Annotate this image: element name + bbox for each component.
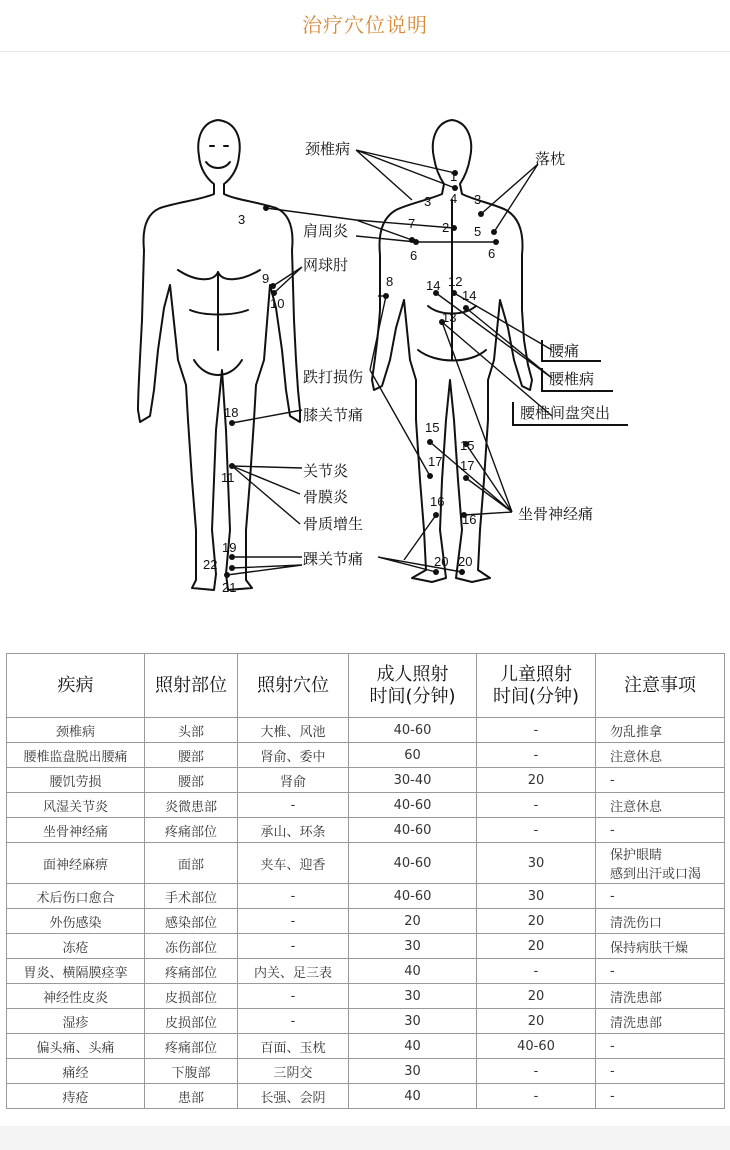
table-cell: 术后伤口愈合 (7, 884, 145, 909)
table-cell: - (596, 1084, 725, 1109)
label-bone-hyperplasia: 骨质增生 (303, 515, 364, 533)
table-cell: - (477, 718, 596, 743)
back-num-2: 2 (442, 220, 450, 235)
table-row (7, 1059, 725, 1084)
back-num-3a: 3 (424, 194, 432, 209)
table-cell: 冻疮 (7, 934, 145, 959)
table-row (7, 718, 725, 743)
table-cell: 神经性皮炎 (7, 984, 145, 1009)
table-cell: 疼痛部位 (145, 959, 238, 984)
table-row (7, 909, 725, 934)
page-footer-band (0, 1126, 730, 1150)
back-num-6a: 6 (410, 248, 418, 263)
label-shoulder: 肩周炎 (303, 222, 349, 240)
table-cell: 长强、会阴 (238, 1084, 349, 1109)
table-cell: 颈椎病 (7, 718, 145, 743)
table-cell: 皮损部位 (145, 1009, 238, 1034)
table-cell: 痔疮 (7, 1084, 145, 1109)
table-cell: 皮损部位 (145, 984, 238, 1009)
table-cell: 40-60 (477, 1034, 596, 1059)
table-cell: - (477, 1084, 596, 1109)
table-cell: 下腹部 (145, 1059, 238, 1084)
table-row (7, 984, 725, 1009)
table-row (7, 743, 725, 768)
table-cell: 头部 (145, 718, 238, 743)
table-row (7, 884, 725, 909)
front-num-19: 19 (222, 540, 237, 555)
front-body-figure (138, 120, 300, 590)
header-notes: 注意事项 (596, 654, 725, 718)
table-cell: 胃炎、横隔膜痉挛 (7, 959, 145, 984)
back-num-20b: 20 (458, 554, 473, 569)
label-sciatica: 坐骨神经痛 (518, 505, 594, 523)
table-cell: - (238, 934, 349, 959)
table-cell: 腰椎监盘脱出腰痛 (7, 743, 145, 768)
back-num-15a: 15 (425, 420, 440, 435)
table-cell: - (238, 909, 349, 934)
table-cell: - (477, 818, 596, 843)
table-cell: 风湿关节炎 (7, 793, 145, 818)
table-cell: 手术部位 (145, 884, 238, 909)
table-cell: 30 (349, 934, 477, 959)
label-box-lumbar (541, 368, 613, 392)
table-cell: 承山、环条 (238, 818, 349, 843)
label-periostitis: 骨膜炎 (303, 488, 349, 506)
table-cell: 偏头痛、头痛 (7, 1034, 145, 1059)
table-cell: - (477, 959, 596, 984)
back-num-16a: 16 (430, 494, 445, 509)
table-cell: 注意休息 (596, 743, 725, 768)
back-num-4: 4 (450, 191, 458, 206)
table-cell: 冻伤部位 (145, 934, 238, 959)
table-cell: 腰部 (145, 743, 238, 768)
front-num-9: 9 (262, 271, 270, 286)
table-cell: - (596, 1059, 725, 1084)
table-cell: 60 (349, 743, 477, 768)
table-cell: 30 (349, 984, 477, 1009)
back-num-12: 12 (448, 274, 463, 289)
table-cell: 保持病肤干燥 (596, 934, 725, 959)
table-cell: 30 (477, 843, 596, 884)
table-cell: 20 (349, 909, 477, 934)
table-cell: 大椎、风池 (238, 718, 349, 743)
body-figures-drawing (0, 60, 730, 640)
table-cell: 20 (477, 768, 596, 793)
header-disease: 疾病 (7, 654, 145, 718)
table-cell: 40-60 (349, 818, 477, 843)
table-body (7, 718, 725, 1109)
label-arthritis: 关节炎 (303, 462, 349, 480)
table-cell: 40 (349, 1034, 477, 1059)
table-cell: 痛经 (7, 1059, 145, 1084)
table-cell: 疼痛部位 (145, 818, 238, 843)
table-cell: 40-60 (349, 718, 477, 743)
table-cell: 炎微患部 (145, 793, 238, 818)
label-ankle: 踝关节痛 (303, 550, 364, 568)
table-cell: 保护眼睛 感到出汗或口渴 (596, 843, 725, 884)
back-num-13: 13 (442, 310, 457, 325)
table-row (7, 793, 725, 818)
back-num-15b: 15 (460, 438, 475, 453)
back-num-8: 8 (386, 274, 394, 289)
header-adult-time: 成人照射 时间(分钟) (349, 654, 477, 718)
table-cell: 内关、足三表 (238, 959, 349, 984)
table-cell: 20 (477, 1009, 596, 1034)
table-cell: 40-60 (349, 884, 477, 909)
header-divider (0, 51, 730, 52)
table-cell: 40-60 (349, 843, 477, 884)
label-tennis-elbow: 网球肘 (303, 256, 349, 274)
table-cell: - (596, 884, 725, 909)
label-lumbago: 腰痛 (549, 342, 580, 360)
table-cell: 面部 (145, 843, 238, 884)
table-row (7, 1009, 725, 1034)
back-num-17a: 17 (428, 454, 443, 469)
label-lumbar: 腰椎病 (549, 370, 595, 388)
table-cell: 40-60 (349, 793, 477, 818)
front-num-18: 18 (224, 405, 239, 420)
table-cell: 腰饥劳损 (7, 768, 145, 793)
table-cell: 清洗伤口 (596, 909, 725, 934)
table-cell: 感染部位 (145, 909, 238, 934)
table-cell: 坐骨神经痛 (7, 818, 145, 843)
back-num-14a: 14 (426, 278, 441, 293)
table-cell: - (477, 1059, 596, 1084)
table-cell: 30 (349, 1059, 477, 1084)
table-cell: 百面、玉枕 (238, 1034, 349, 1059)
front-num-10: 10 (270, 296, 285, 311)
table-cell: - (596, 768, 725, 793)
table-cell: 20 (477, 909, 596, 934)
label-knee: 膝关节痛 (303, 406, 364, 424)
table-cell: 患部 (145, 1084, 238, 1109)
table-cell: 清洗患部 (596, 984, 725, 1009)
table-cell: - (477, 793, 596, 818)
table-cell: - (238, 984, 349, 1009)
table-cell: 20 (477, 934, 596, 959)
table-cell: 清洗患部 (596, 1009, 725, 1034)
table-row (7, 1084, 725, 1109)
back-num-7: 7 (408, 216, 416, 231)
table-cell: 肾俞、委中 (238, 743, 349, 768)
front-num-21: 21 (222, 580, 237, 595)
back-num-17b: 17 (460, 458, 475, 473)
label-bruise: 跌打损伤 (303, 368, 364, 386)
table-cell: - (596, 1034, 725, 1059)
table-cell: - (596, 818, 725, 843)
back-num-6b: 6 (488, 246, 496, 261)
back-num-20a: 20 (434, 554, 449, 569)
table-row (7, 1034, 725, 1059)
label-neck: 颈椎病 (305, 140, 351, 158)
label-disc: 腰椎间盘突出 (520, 404, 611, 422)
page-header (0, 0, 730, 48)
table-cell: 面神经麻痹 (7, 843, 145, 884)
header-child-time: 儿童照射 时间(分钟) (477, 654, 596, 718)
label-box-disc (512, 402, 628, 426)
label-stiff-neck: 落枕 (535, 150, 566, 168)
table-cell: - (238, 1009, 349, 1034)
back-num-5: 5 (474, 224, 482, 239)
back-num-3b: 3 (474, 192, 482, 207)
table-cell: 疼痛部位 (145, 1034, 238, 1059)
table-cell: 20 (477, 984, 596, 1009)
back-num-1: 1 (450, 169, 458, 184)
table-row (7, 768, 725, 793)
table-cell: 夹车、迎香 (238, 843, 349, 884)
back-num-16b: 16 (462, 512, 477, 527)
table-cell: - (596, 959, 725, 984)
table-row (7, 934, 725, 959)
table-cell: - (477, 743, 596, 768)
treatment-table (6, 653, 725, 1109)
table-cell: 肾俞 (238, 768, 349, 793)
table-row (7, 959, 725, 984)
table-cell: - (238, 793, 349, 818)
back-num-14b: 14 (462, 288, 477, 303)
header-point: 照射穴位 (238, 654, 349, 718)
table-cell: 40 (349, 1084, 477, 1109)
table-cell: 30-40 (349, 768, 477, 793)
table-row (7, 843, 725, 884)
table-cell: 外伤感染 (7, 909, 145, 934)
table-cell: 30 (477, 884, 596, 909)
table-cell: 勿乱推拿 (596, 718, 725, 743)
table-header-row (7, 654, 725, 718)
label-box-lumbago (541, 340, 601, 362)
front-num-11: 11 (221, 470, 235, 485)
table-cell: 注意休息 (596, 793, 725, 818)
table-cell: 湿疹 (7, 1009, 145, 1034)
front-num-22: 22 (203, 557, 218, 572)
table-cell: 腰部 (145, 768, 238, 793)
table-row (7, 818, 725, 843)
table-cell: 40 (349, 959, 477, 984)
header-area: 照射部位 (145, 654, 238, 718)
table-cell: 三阴交 (238, 1059, 349, 1084)
table-cell: - (238, 884, 349, 909)
acupoint-diagram (0, 60, 730, 640)
table-cell: 30 (349, 1009, 477, 1034)
front-num-3: 3 (238, 212, 246, 227)
page-title: 治疗穴位说明 (302, 13, 428, 37)
